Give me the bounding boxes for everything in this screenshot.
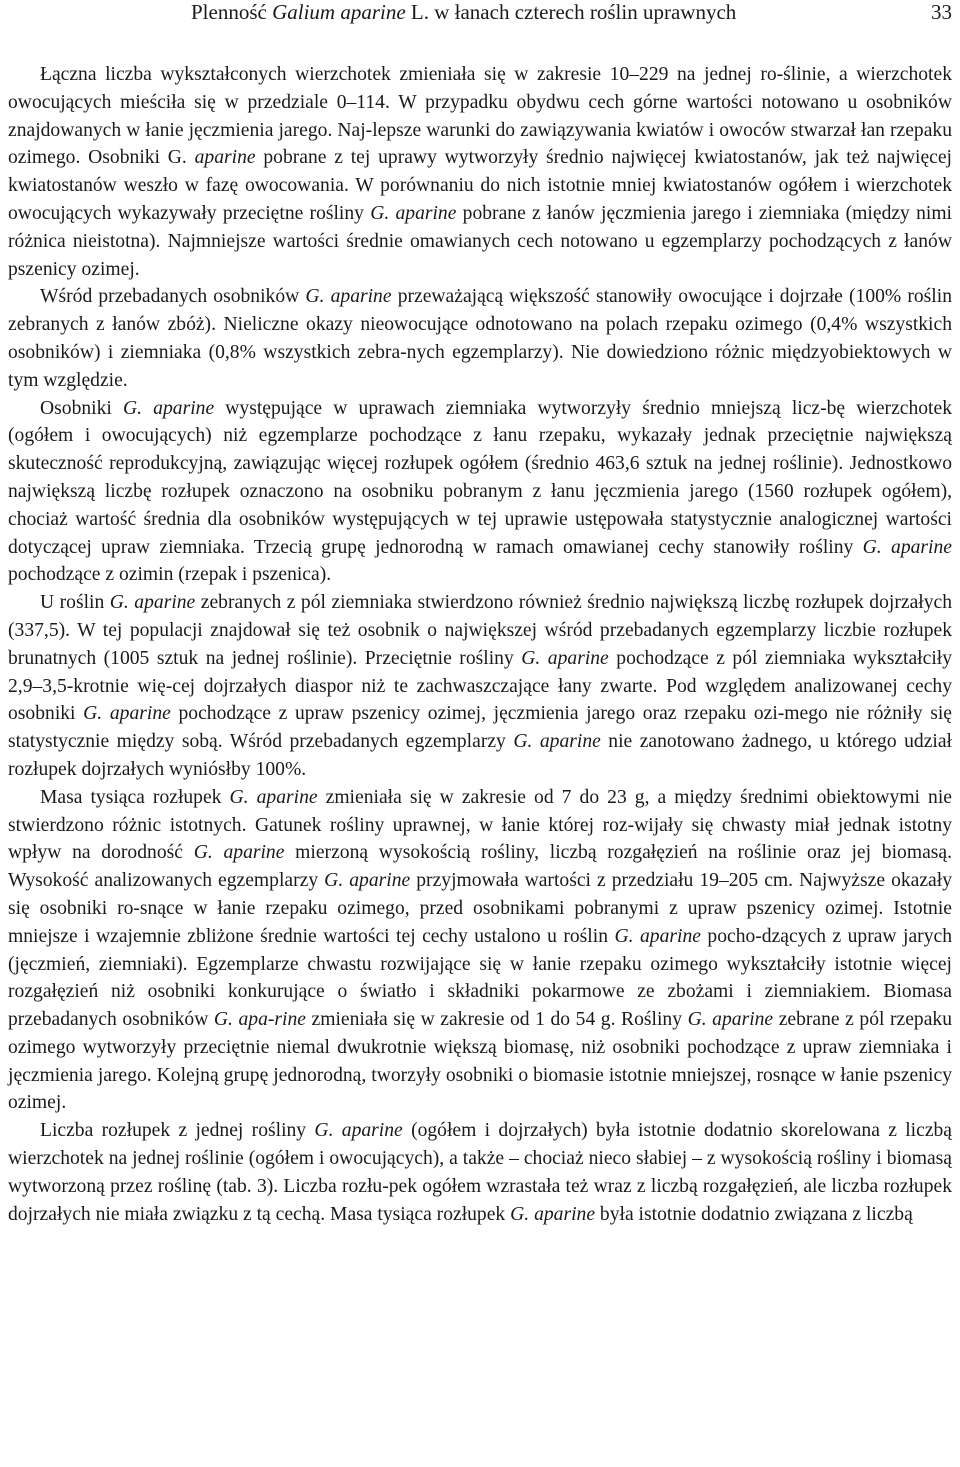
- paragraph-text: pochodzące z upraw pszenicy ozimej, jęczmienia jarego oraz rzepaku ozi-mego nie różniły się statystycznie między sobą. Wśród przebadanych egzemplarzy: [8, 703, 952, 753]
- species-name: G. aparine: [109, 592, 196, 614]
- species-name: G. aparine: [229, 786, 318, 808]
- paragraph: [8, 1117, 952, 1228]
- paragraph-text: U roślin: [40, 592, 110, 614]
- paragraph-text: występujące w uprawach ziemniaka wytworzyły średnio mniejszą licz-bę wierzchotek (ogółem i owocujących) niż egzemplarze pochodzące z łanu rzepaku, wykazały jednak przeciętnie największą skuteczność reprodukcyjną, zawiązując więcej rozłupek ogółem (średnio 463,6 sztuk na jednej roślinie). Jednostkowo największą liczbę rozłupek oznaczono na osobniku pobranym z łanu jęczmienia jarego (1560 rozłupek ogółem), chociaż wartość średnia dla osobników występujących w tej uprawie ustępowała statystycznie analogicznej wartości dotyczącej upraw ziemniaka. Trzecią grupę jednorodną w ramach omawianej cechy stanowiły rośliny: [8, 397, 952, 558]
- paragraph-text: Liczba rozłupek z jednej rośliny: [40, 1120, 315, 1142]
- paragraph-text: Osobniki: [40, 397, 123, 419]
- species-name: G. aparine: [513, 731, 601, 753]
- paragraph-text: pobrane z tej uprawy wytworzyły średnio najwięcej kwiatostanów, jak też najwięcej kwiatostanów weszło w fazę owocowania. W porównaniu do nich istotnie mniej kwiatostanów ogółem i wierzchotek owocujących wykazywały przeciętne rośliny: [8, 147, 952, 224]
- paragraph: [8, 61, 952, 283]
- species-name: G. aparine: [193, 842, 285, 864]
- paragraph: [8, 784, 952, 1118]
- paragraph-text: pocho-dzących z upraw jarych (jęczmień, ziemniaki). Egzemplarze chwastu rozwijające się w łanie rzepaku ozimego wykształciły istotnie więcej rozgałęzień niż osobniki konkurujące o światło i składniki pokarmowe ze zbożami i ziemniakiem. Biomasa przebadanych osobników: [8, 925, 952, 1031]
- paragraph: [8, 283, 952, 394]
- running-title-part-1: Plenność: [191, 0, 273, 24]
- species-name: aparine: [194, 147, 256, 169]
- species-name: G. aparine: [614, 925, 701, 947]
- paragraph-text: nie zanotowano żadnego, u którego udział rozłupek dojrzałych wyniósłby 100%.: [8, 731, 952, 780]
- paragraph-text: mierzoną wysokością rośliny, liczbą rozgałęzień na roślinie oraz jej biomasą. Wysokość analizowanych egzemplarzy: [8, 842, 953, 892]
- running-title-species: Galium aparine: [272, 0, 406, 24]
- species-name: G. aparine: [324, 870, 411, 892]
- paragraph-text: Masa tysiąca rozłupek: [40, 786, 230, 808]
- paragraph-text: zmieniała się w zakresie od 1 do 54 g. Rośliny: [306, 1009, 688, 1031]
- body-text: [8, 61, 952, 1228]
- paragraph-text: Łączna liczba wykształconych wierzchotek zmieniała się w zakresie 10–229 na jednej ro-ślinie, a wierzchotek owocujących mieściła się w przedziale 0–114. W przypadku obydwu cech górne wartości notowano u osobników znajdowanych w łanie jęczmienia jarego. Naj-lepsze warunki do zawiązywania kwiatów i owoców stwarzał łan rzepaku ozimego. Osobniki G.: [8, 64, 952, 169]
- species-name: G. aparine: [370, 202, 457, 224]
- paragraph-text: zebranych z pól ziemniaka stwierdzono również średnio największą liczbę rozłupek dojrzałych (337,5). W tej populacji znajdował się też osobnik o największej wśród przebadanych egzemplarzy liczbie rozłupek brunatnych (1005 sztuk na jednej roślinie). Przeciętnie rośliny: [8, 592, 952, 669]
- paragraph: [8, 395, 952, 590]
- page-number: 33: [931, 0, 952, 24]
- species-name: G. apa-rine: [213, 1009, 306, 1031]
- running-title-part-2: L. w łanach czterech roślin uprawnych: [405, 0, 737, 24]
- running-title: [191, 0, 736, 24]
- paragraph-text: Wśród przebadanych osobników: [40, 286, 306, 308]
- paragraph-text: przyjmowała wartości z przedziału 19–205 cm. Najwyższe okazały się osobniki ro-snące w łanie rzepaku ozimego, przed osobnikami pobranymi z upraw pszenicy ozimej. Istotnie mniejsze i wzajemnie zbliżone średnie wartości tej cechy ustalono u roślin: [8, 870, 952, 947]
- paragraph-text: pochodzące z pól ziemniaka wykształciły 2,9–3,5-krotnie wię-cej dojrzałych diaspor niż te zachwaszczające łany zwarte. Pod względem analizowanej cechy osobniki: [8, 647, 953, 725]
- paragraph-text: zmieniała się w zakresie od 7 do 23 g, a między średnimi obiektowymi nie stwierdzono różnic istotnych. Gatunek rośliny uprawnej, w łanie której roz-wijały się chwasty miał jednak istotny wpływ na dorodność: [8, 786, 952, 864]
- paragraph-text: przeważającą większość stanowiły owocujące i dojrzałe (100% roślin zebranych z łanów zbóż). Nieliczne okazy nieowocujące odnotowano na polach rzepaku ozimego (0,4% wszystkich osobników) i ziemniaka (0,8% wszystkich zebra-nych egzemplarzy). Nie dowiedziono różnic międzyobiektowych w tym względzie.: [8, 286, 952, 391]
- species-name: G. aparine: [83, 703, 171, 725]
- species-name: G. aparine: [862, 536, 952, 558]
- species-name: G. aparine: [521, 647, 609, 669]
- species-name: G. aparine: [314, 1120, 403, 1142]
- paragraph-text: pochodzące z ozimin (rzepak i pszenica).: [8, 564, 332, 586]
- species-name: G. aparine: [123, 397, 215, 419]
- species-name: G. aparine: [687, 1009, 774, 1031]
- running-header: [8, 0, 952, 32]
- paragraph-text: pobrane z łanów jęczmienia jarego i ziemniaka (między nimi różnica nieistotna). Najmniejsze wartości średnie omawianych cech notowano u egzemplarzy pochodzących z łanów pszenicy ozimej.: [8, 202, 953, 280]
- paragraph-text: zebrane z pól rzepaku ozimego wytworzyły przeciętnie niemal dwukrotnie większą biomasę, niż osobniki pochodzące z upraw ziemniaka i jęczmienia jarego. Kolejną grupę jednorodną, tworzyły osobniki o biomasie istotnie mniejszej, rosnące w łanie pszenicy ozimej.: [8, 1009, 952, 1114]
- paragraph-text: była istotnie dodatnio związana z liczbą: [595, 1203, 913, 1225]
- species-name: G. aparine: [510, 1203, 596, 1225]
- paragraph-text: (ogółem i dojrzałych) była istotnie dodatnio skorelowana z liczbą wierzchotek na jednej roślinie (ogółem i owocujących), a także – chociaż nieco słabiej – z wysokością rośliny i biomasą wytworzoną przez roślinę (tab. 3). Liczba rozłu-pek ogółem wzrastała też wraz z liczbą rozgałęzień, ale liczba rozłupek dojrzałych nie miała związku z tą cechą. Masa tysiąca rozłupek: [8, 1120, 953, 1225]
- species-name: G. aparine: [305, 286, 392, 308]
- paragraph: [8, 589, 952, 784]
